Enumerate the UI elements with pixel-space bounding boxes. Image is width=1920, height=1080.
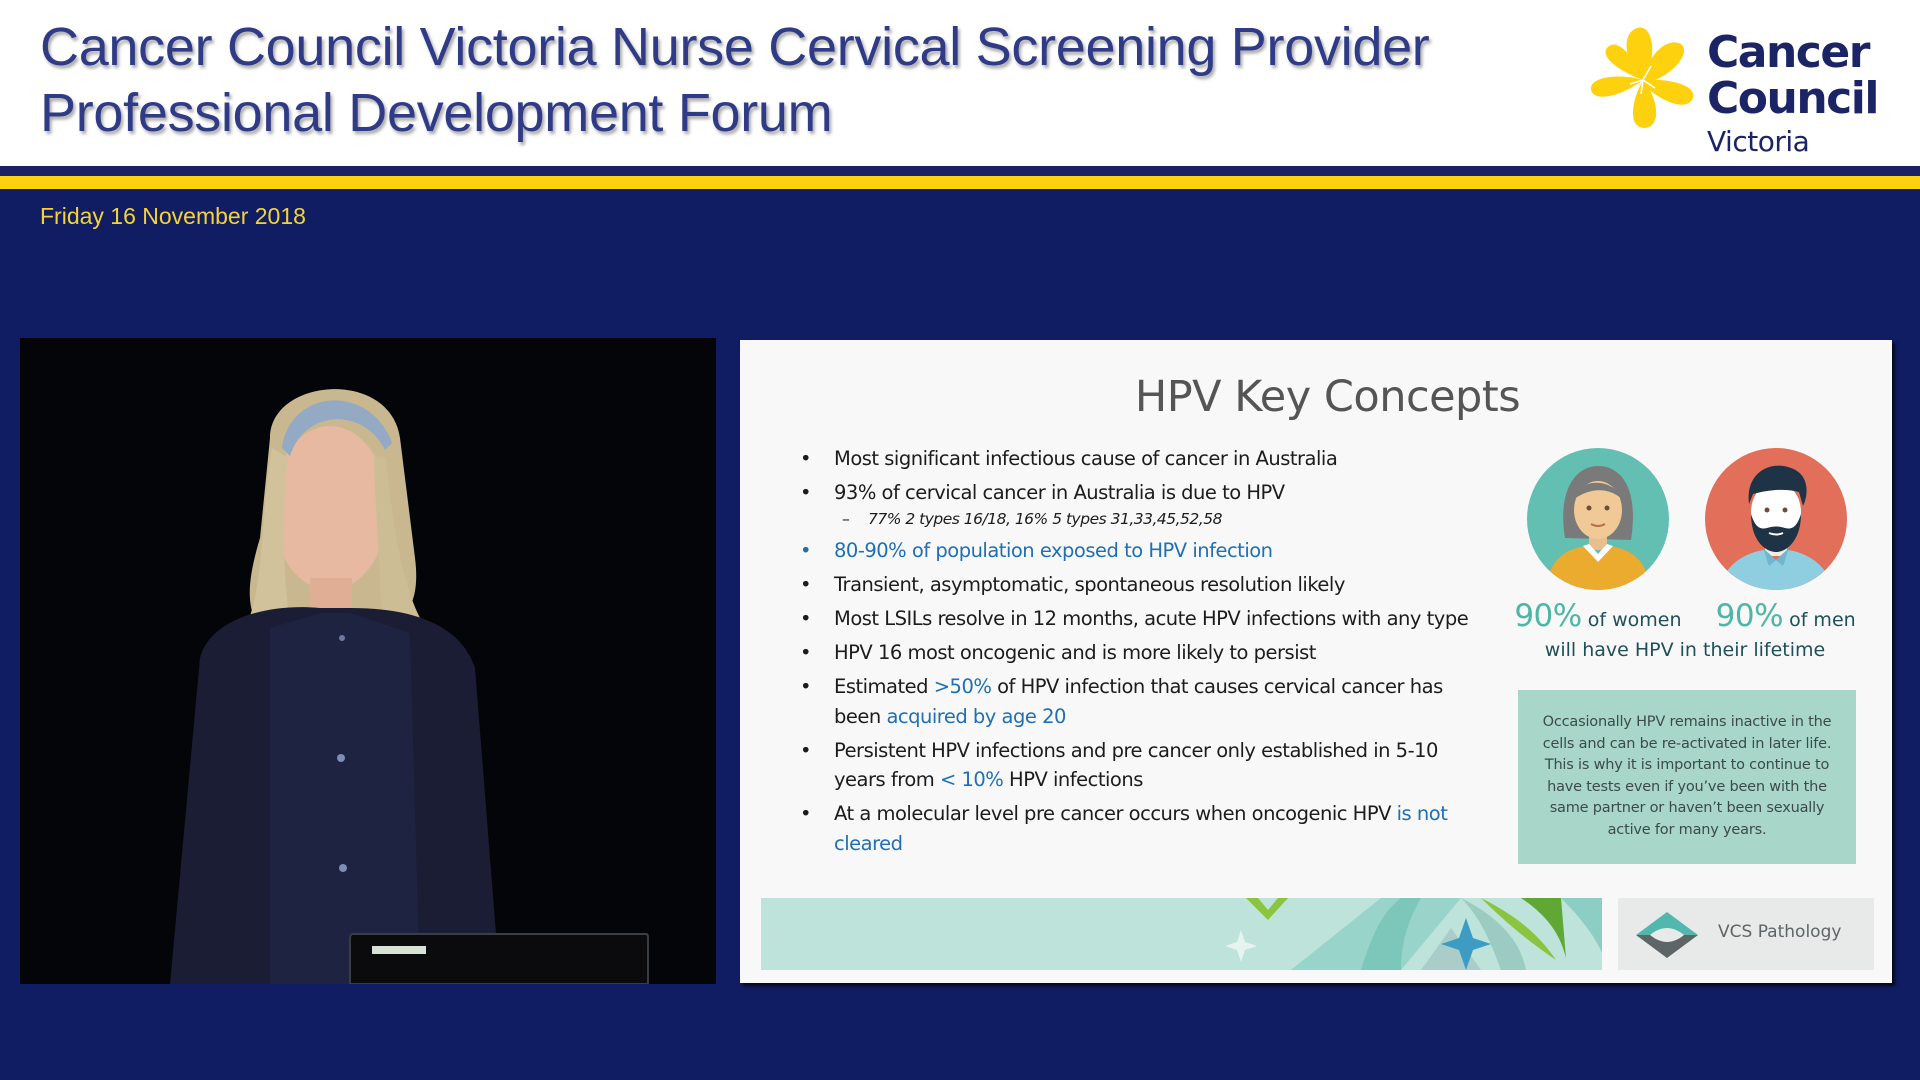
logo-line-3: Victoria xyxy=(1707,125,1810,158)
bullet-text: Persistent HPV infections and pre cancer only established in 5-10 years from xyxy=(834,738,1438,791)
header-stripe-yellow xyxy=(0,176,1920,189)
slide-bullet-list xyxy=(800,444,1480,863)
presenter-video[interactable] xyxy=(20,338,716,984)
men-label: of men xyxy=(1789,609,1856,631)
presenter-illustration xyxy=(20,338,716,984)
bullet-item: • Most LSILs resolve in 12 months, acute HPV infections with any type xyxy=(800,604,1480,634)
stats-footer: will have HPV in their lifetime xyxy=(1544,639,1826,661)
bullet-text: Estimated xyxy=(834,675,934,698)
bullet-item: • 93% of cervical cancer in Australia is due to HPV xyxy=(800,478,1480,508)
event-date: Friday 16 November 2018 xyxy=(40,203,306,229)
woman-avatar-icon xyxy=(1527,448,1669,590)
header-stripe-navy xyxy=(0,166,1920,176)
bullet-item: • Transient, asymptomatic, spontaneous resolution likely xyxy=(800,570,1480,600)
event-title-line-2: Professional Development Forum xyxy=(40,83,833,143)
event-title-line-1: Cancer Council Victoria Nurse Cervical Screening Provider xyxy=(40,17,1430,77)
vcs-diamond-icon xyxy=(1634,910,1700,960)
slide-decorative-banner xyxy=(761,898,1602,970)
bullet-text: HPV infections xyxy=(1003,768,1143,791)
bullet-item xyxy=(800,672,1480,731)
bullet-highlight: is not cleared xyxy=(834,802,1448,855)
slide-title: HPV Key Concepts xyxy=(1134,372,1521,422)
info-callout-box: Occasionally HPV remains inactive in the cells and can be re-activated in later life. This is why it is important to continue to have tests even if you’ve been with the same partner or haven’t been sexually active for many years. xyxy=(1518,690,1856,864)
header-banner xyxy=(0,0,1920,166)
daffodil-icon xyxy=(1585,22,1700,132)
bullet-item-highlighted: • 80-90% of population exposed to HPV infection xyxy=(800,536,1480,566)
bullet-item: • HPV 16 most oncogenic and is more likely to persist xyxy=(800,638,1480,668)
men-percentage: 90% xyxy=(1715,598,1784,634)
logo-wordmark xyxy=(1707,27,1878,160)
logo-line-2: Council xyxy=(1707,73,1878,124)
bullet-highlight: acquired by age 20 xyxy=(886,704,1066,728)
bullet-item xyxy=(800,799,1480,858)
hpv-lifetime-stats xyxy=(1510,598,1860,662)
vcs-pathology-label: VCS Pathology xyxy=(1718,922,1842,942)
bullet-item: • Most significant infectious cause of cancer in Australia xyxy=(800,444,1480,474)
presentation-slide xyxy=(740,340,1892,983)
bullet-text: At a molecular level pre cancer occurs when oncogenic HPV xyxy=(834,802,1397,825)
bullet-highlight: < 10% xyxy=(939,768,1004,791)
logo-line-1: Cancer xyxy=(1707,27,1869,78)
bullet-text: of HPV infection that causes cervical cancer has been xyxy=(834,675,1443,728)
event-title xyxy=(40,14,1540,146)
bullet-item xyxy=(800,736,1480,795)
bullet-highlight: >50% xyxy=(933,675,992,698)
women-label: of women xyxy=(1587,609,1682,631)
cancer-council-victoria-logo xyxy=(1585,22,1905,157)
stats-row xyxy=(1510,598,1860,638)
leaf-pattern-icon xyxy=(761,898,1602,970)
sub-bullet-item: – 77% 2 types 16/18, 16% 5 types 31,33,45,52,58 xyxy=(800,508,1480,530)
vcs-pathology-logo xyxy=(1618,898,1874,970)
women-percentage: 90% xyxy=(1514,598,1582,634)
man-avatar-icon xyxy=(1705,448,1847,590)
